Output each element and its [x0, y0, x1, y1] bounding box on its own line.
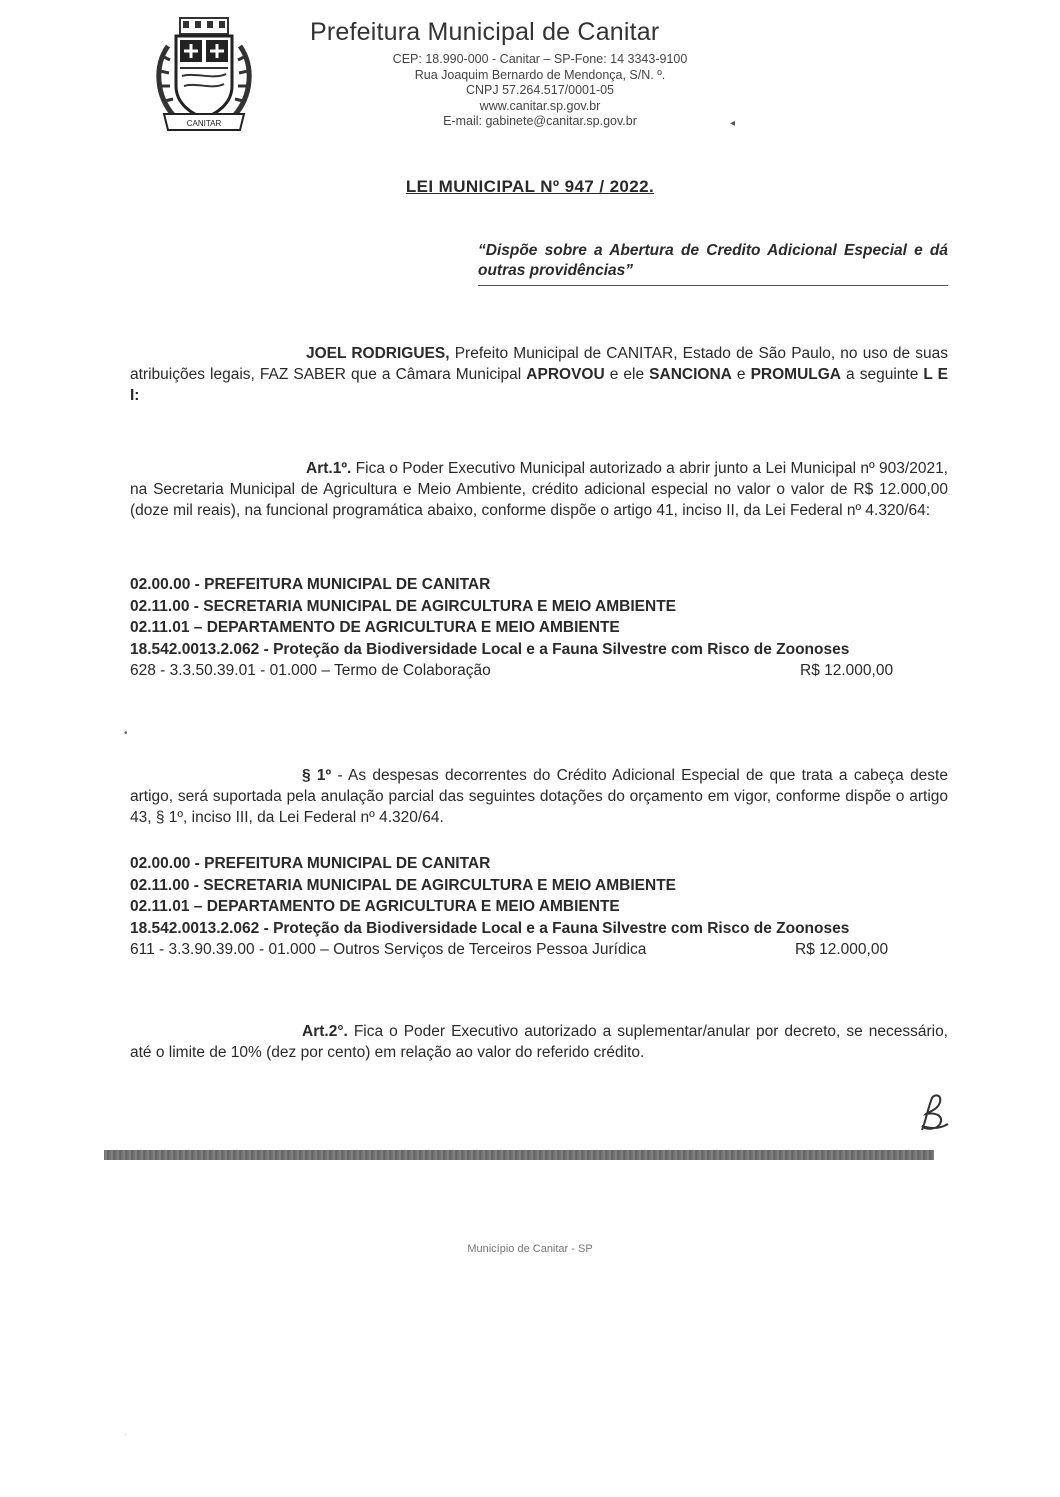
- allocation-1-item-row: [130, 660, 950, 682]
- paragraph-1: § 1º - As despesas decorrentes do Crédito Adicional Especial de que trata a cabeça deste artigo, será suportada pela anulação parcial das seguintes dotações do orçamento em vigor, conforme dispõe o artigo 43, § 1º, inciso III, da Lei Federal nº 4.320/64.: [130, 767, 948, 826]
- municipal-crest-icon: [150, 16, 258, 134]
- scan-bullet: •: [124, 728, 128, 739]
- allocation-1-secretaria: 02.11.00 - SECRETARIA MUNICIPAL DE AGIRCULTURA E MEIO AMBIENTE: [130, 597, 677, 615]
- law-ementa: “Dispõe sobre a Abertura de Credito Adicional Especial e dá outras providências”: [478, 242, 948, 279]
- allocation-1-amount: R$ 12.000,00: [800, 662, 894, 679]
- header-email: E-mail: gabinete@canitar.sp.gov.br: [443, 114, 637, 128]
- header-cnpj: CNPJ 57.264.517/0001-05: [465, 83, 615, 97]
- header-address: Rua Joaquim Bernardo de Mendonça, S/N. º.: [414, 67, 666, 82]
- signature-initials-icon: [908, 1090, 956, 1138]
- article-2: Art.2°. Fica o Poder Executivo autorizado a suplementar/anular por decreto, se necessário, até o limite de 10% (dez por cento) em relação ao valor do referido crédito.: [130, 1023, 948, 1061]
- law-title: LEI MUNICIPAL Nº 947 / 2022.: [405, 177, 655, 196]
- allocation-1-program: 18.542.0013.2.062 - Proteção da Biodiversidade Local e a Fauna Silvestre com Risco de Zoonoses: [130, 640, 850, 658]
- allocation-2-item: 611 - 3.3.90.39.00 - 01.000 – Outros Serviços de Terceiros Pessoa Jurídica: [130, 941, 647, 958]
- allocation-2-org: 02.00.00 - PREFEITURA MUNICIPAL DE CANITAR: [130, 855, 491, 872]
- allocation-2-departamento: 02.11.01 – DEPARTAMENTO DE AGRICULTURA E MEIO AMBIENTE: [130, 898, 620, 915]
- header-cep: CEP: 18.990-000 - Canitar – SP-Fone: 14 3343-9100: [392, 52, 688, 66]
- allocation-1-item: 628 - 3.3.50.39.01 - 01.000 – Termo de Colaboração: [130, 662, 491, 679]
- preamble: JOEL RODRIGUES, Prefeito Municipal de CANITAR, Estado de São Paulo, no uso de suas atribuições legais, FAZ SABER que a Câmara Municipal APROVOU e ele SANCIONA e PROMULGA a seguinte L E I:: [130, 345, 948, 404]
- svg-text:CANITAR: CANITAR: [186, 119, 222, 128]
- scan-dot: ·: [124, 1430, 127, 1439]
- allocation-2-amount: R$ 12.000,00: [795, 941, 889, 958]
- scan-speck: ◂: [730, 118, 736, 129]
- header-contact: [340, 52, 740, 130]
- header-title: Prefeitura Municipal de Canitar: [310, 18, 660, 46]
- allocation-1-org: 02.00.00 - PREFEITURA MUNICIPAL DE CANITAR: [130, 576, 491, 593]
- article-1: Art.1º. Fica o Poder Executivo Municipal autorizado a abrir junto a Lei Municipal nº 903/2021, na Secretaria Municipal de Agricultura e Meio Ambiente, crédito adicional especial no valor o valor de R$ 12.000,00 (doze mil reais), na funcional programática abaixo, conforme dispõe o artigo 41, inciso II, da Lei Federal nº 4.320/64:: [130, 460, 948, 519]
- allocation-2: [130, 853, 950, 961]
- footer-separator: [104, 1150, 934, 1160]
- footer-text: Município de Canitar - SP: [467, 1243, 593, 1255]
- allocation-1: [130, 574, 950, 682]
- allocation-2-secretaria: 02.11.00 - SECRETARIA MUNICIPAL DE AGIRCULTURA E MEIO AMBIENTE: [130, 876, 677, 894]
- header-website: www.canitar.sp.gov.br: [479, 98, 601, 113]
- allocation-1-departamento: 02.11.01 – DEPARTAMENTO DE AGRICULTURA E MEIO AMBIENTE: [130, 619, 620, 636]
- allocation-2-item-row: [130, 939, 950, 961]
- ementa-underline: [478, 285, 948, 286]
- allocation-2-program: 18.542.0013.2.062 - Proteção da Biodiversidade Local e a Fauna Silvestre com Risco de Zoonoses: [130, 919, 850, 937]
